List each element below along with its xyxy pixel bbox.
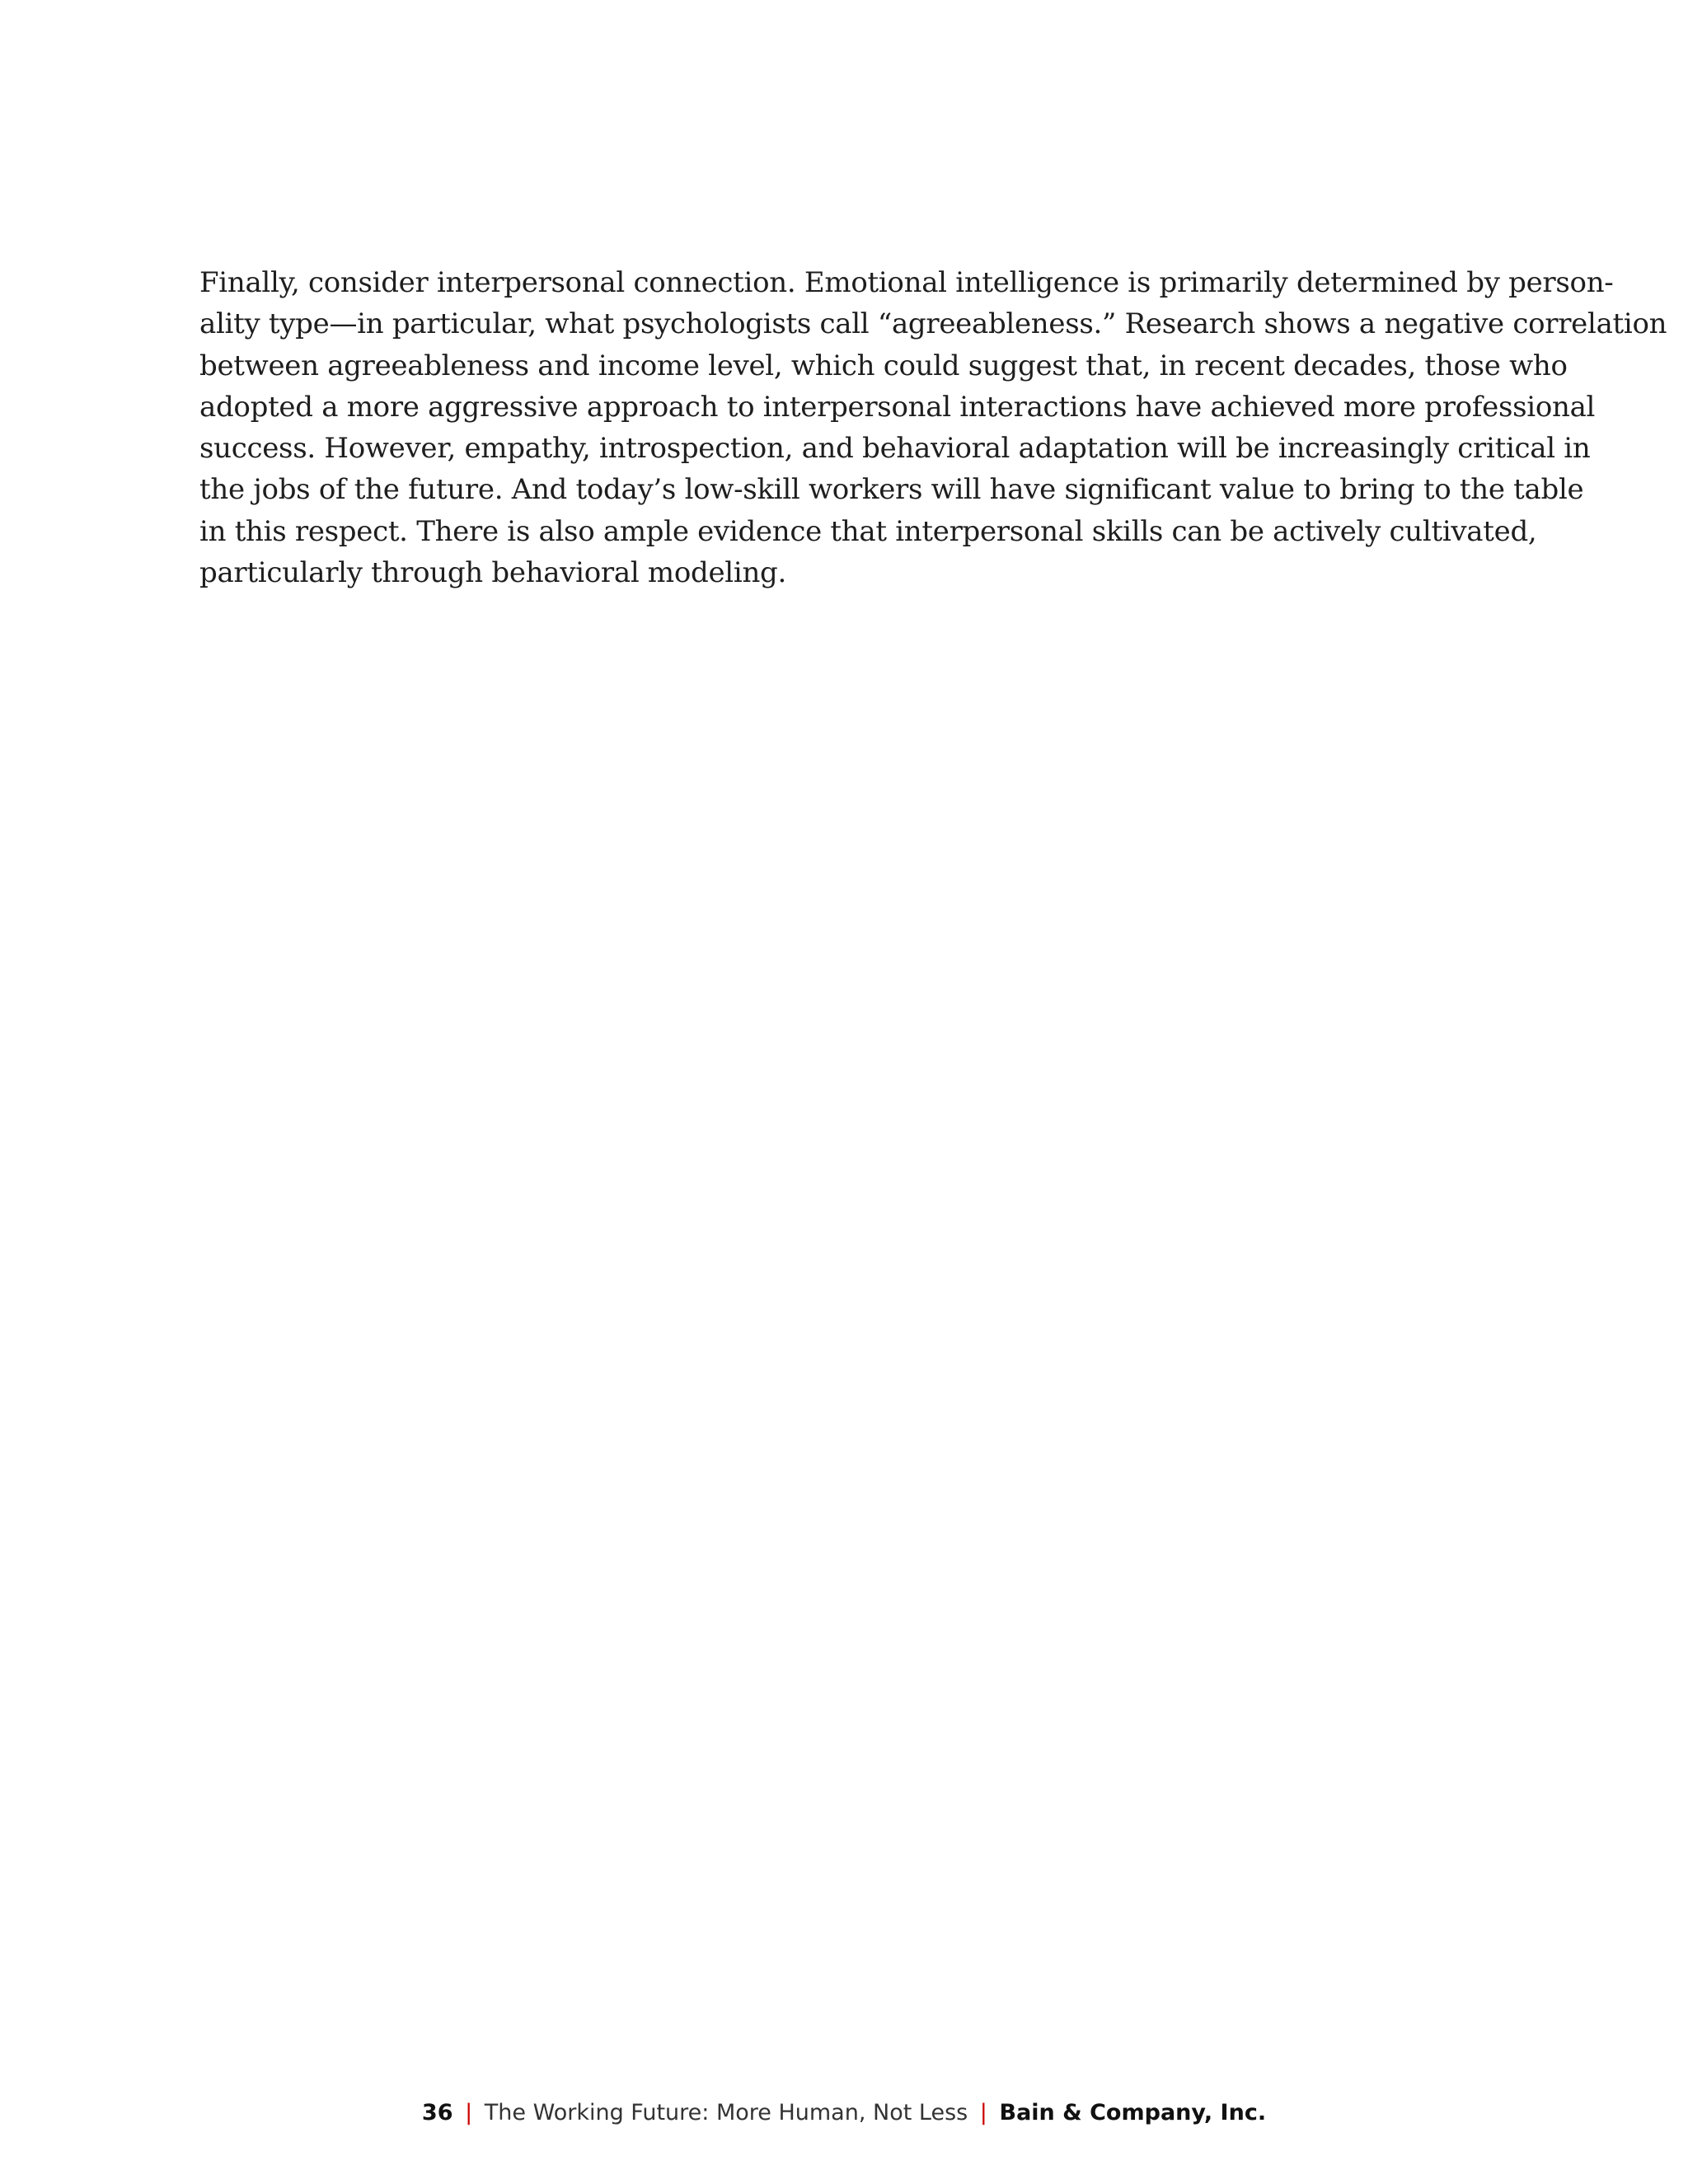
paragraph-line: Finally, consider interpersonal connection. Emotional intelligence is primarily determined by person- — [199, 266, 1614, 299]
body-paragraph — [199, 262, 1667, 593]
paragraph-line: particularly through behavioral modeling. — [199, 556, 787, 590]
footer-separator: | — [465, 2100, 473, 2125]
paragraph-line: ality type—in particular, what psychologists call “agreeableness.” Research shows a negative correlation — [199, 307, 1667, 341]
paragraph-line: success. However, empathy, introspection, and behavioral adaptation will be increasingly critical in — [199, 432, 1591, 466]
footer-separator: | — [979, 2100, 987, 2125]
paragraph-line: in this respect. There is also ample evidence that interpersonal skills can be actively cultivated, — [199, 514, 1537, 548]
page-footer — [0, 2098, 1688, 2128]
paragraph-line: adopted a more aggressive approach to interpersonal interactions have achieved more professional — [199, 390, 1596, 424]
paragraph-line: the jobs of the future. And today’s low-skill workers will have significant value to bring to the table — [199, 473, 1584, 507]
paragraph-line: between agreeableness and income level, which could suggest that, in recent decades, those who — [199, 349, 1568, 382]
company-name: Bain & Company, Inc. — [999, 2100, 1267, 2125]
page-number: 36 — [421, 2100, 453, 2125]
report-title: The Working Future: More Human, Not Less — [484, 2100, 968, 2125]
